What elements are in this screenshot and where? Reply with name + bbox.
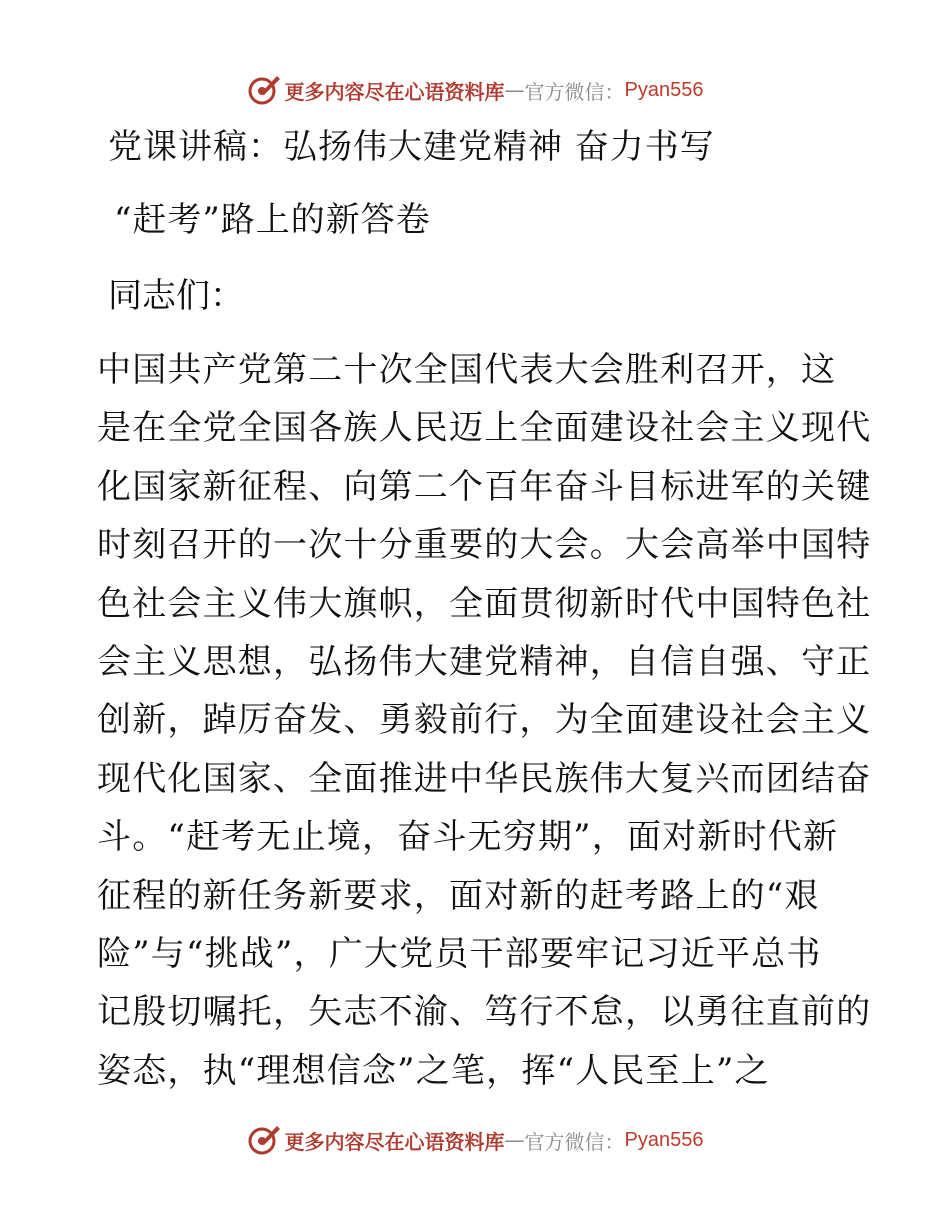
body-line: 创新，踔厉奋发、勇毅前行，为全面建设社会主义 (97, 700, 872, 741)
document-title-line-2: “赶考”路上的新答卷 (114, 200, 431, 240)
banner-wechat-id: Pyan556 (624, 1128, 704, 1151)
banner-separator: — (504, 78, 525, 102)
banner-text: 更多内容尽在心语资料库 (284, 79, 505, 104)
pen-logo-icon (247, 73, 281, 107)
banner-wechat-label: 官方微信： (524, 1129, 625, 1154)
banner-text: 更多内容尽在心语资料库 (284, 1129, 505, 1154)
body-line: 记殷切嘱托，矢志不渝、笃行不怠，以勇往直前的 (97, 992, 872, 1033)
body-line: 是在全党全国各族人民迈上全面建设社会主义现代 (97, 408, 872, 449)
banner-separator: — (504, 1128, 525, 1152)
body-line: 险”与“挑战”，广大党员干部要牢记习近平总书 (97, 933, 822, 974)
body-line: 征程的新任务新要求，面对新的赶考路上的“艰 (97, 875, 820, 916)
body-line: 时刻召开的一次十分重要的大会。大会高举中国特 (97, 525, 872, 566)
body-line: 斗。“赶考无止境，奋斗无穷期”，面对新时代新 (97, 817, 839, 858)
document-title-line-1: 党课讲稿：弘扬伟大建党精神 奋力书写 (108, 127, 715, 167)
body-line: 现代化国家、全面推进中华民族伟大复兴而团结奋 (97, 758, 872, 799)
body-paragraph (97, 348, 872, 1107)
banner-wechat-id: Pyan556 (624, 78, 704, 101)
body-line: 姿态，执“理想信念”之笔，挥“人民至上”之 (97, 1050, 770, 1091)
body-line: 色社会主义伟大旗帜，全面贯彻新时代中国特色社 (97, 583, 872, 624)
body-line: 化国家新征程、向第二个百年奋斗目标进军的关键 (97, 466, 872, 507)
salutation: 同志们： (108, 276, 244, 316)
pen-logo-icon (247, 1123, 281, 1157)
body-line: 中国共产党第二十次全国代表大会胜利召开，这 (97, 350, 837, 390)
header-banner (0, 70, 950, 110)
banner-wechat-label: 官方微信： (524, 79, 625, 104)
footer-banner (0, 1120, 950, 1160)
body-line: 会主义思想，弘扬伟大建党精神，自信自强、守正 (97, 641, 872, 682)
